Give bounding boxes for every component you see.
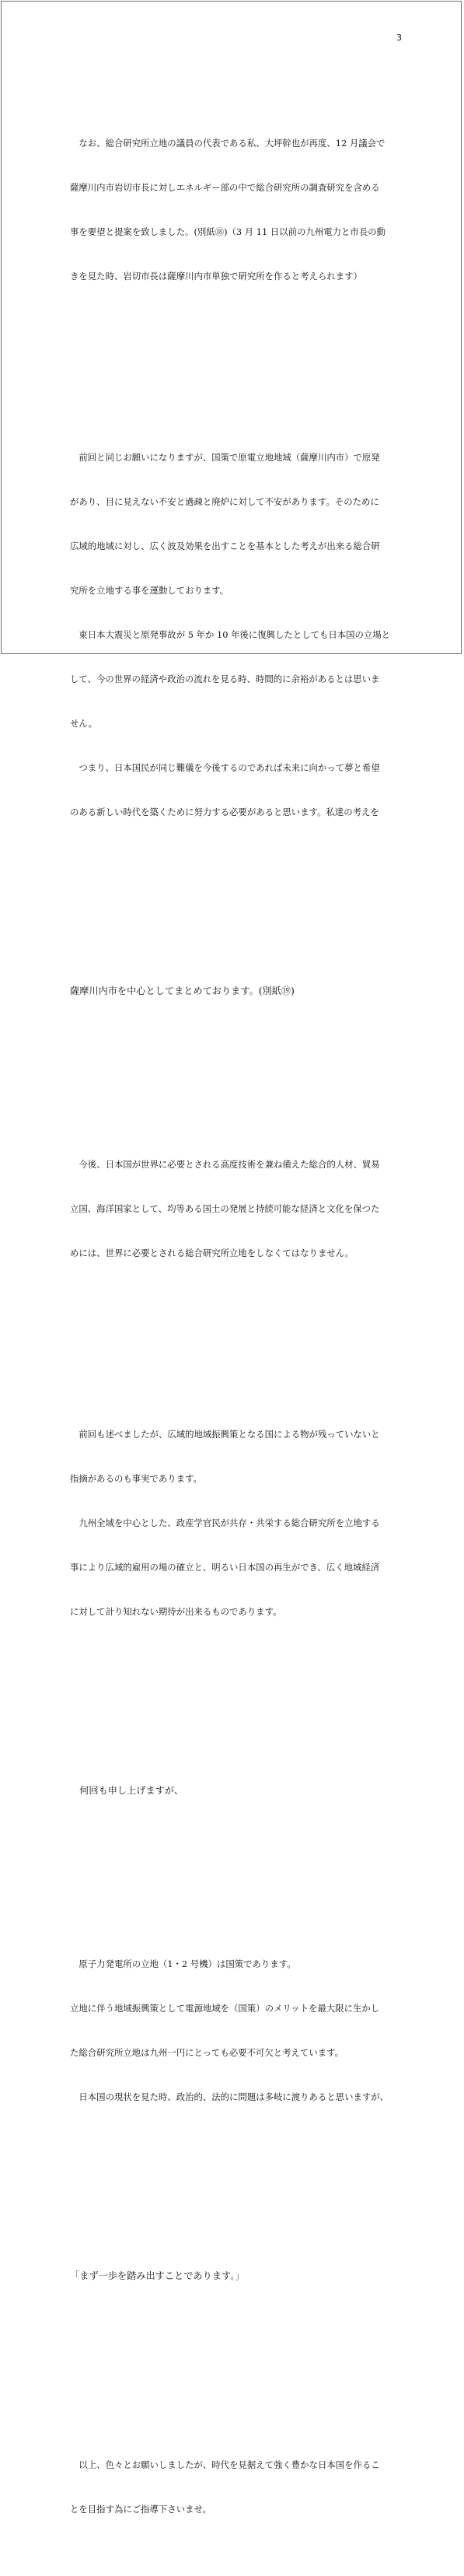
paragraph-gap — [70, 1874, 404, 1883]
paragraph-8 — [70, 2237, 404, 2315]
paragraph-line: 九州全域を中心とした、政産学官民が共存・共栄する総合研究所を立地する — [70, 1517, 380, 1528]
paragraph-7 — [70, 1927, 404, 2134]
paragraph-gap — [70, 894, 404, 908]
paragraph-line: きを見た時、岩切市長は薩摩川内市単独で研究所を作ると考えられます） — [70, 271, 362, 282]
paragraph-line: 原子力発電所の立地（1・2 号機）は国策であります。 — [70, 1958, 296, 1969]
paragraph-line: めには、世界に必要とされる総合研究所立地をしなくてはなりません。 — [70, 1248, 354, 1258]
paragraph-line: た総合研究所立地は九州一円にとっても必要不可欠と考えています。 — [70, 2047, 344, 2058]
paragraph-line: のある新しい時代を築くために努力する必要があると思います。私達の考えを — [70, 807, 379, 817]
document-body — [70, 77, 404, 2576]
paragraph-line: 立地に伴う地域振興策として電源地域を（国策）のメリットを最大限に生かし — [70, 2003, 380, 2014]
page-number: 3 — [396, 33, 402, 43]
paragraph-line: して、今の世界の経済や政治の流れを見る時、時間的に余裕があるとは思いま — [70, 674, 380, 684]
paragraph-line: 広域的地域に対し、広く波及効果を出すことを基本とした考えが出来る総合研 — [70, 541, 380, 551]
paragraph-line: 前回も述べましたが、広域的地域振興策となる国による物が残っていないと — [70, 1429, 380, 1440]
paragraph-9 — [70, 2428, 404, 2546]
paragraph-6 — [70, 1752, 404, 1829]
paragraph-1 — [70, 107, 404, 313]
paragraph-line: 何回も申し上げますが、 — [70, 1785, 184, 1796]
paragraph-gap — [70, 1335, 404, 1353]
paragraph-gap — [70, 1074, 404, 1083]
paragraph-line: 今後、日本国が世界に必要とされる高度技術を兼ね備えた総合的人材、貿易 — [70, 1159, 380, 1170]
paragraph-line: 薩摩川内市を中心としてまとめております。(別紙⑲) — [70, 985, 295, 996]
paragraph-line: 前回と同じお願いになりますが、国策で原電立地地域（薩摩川内市）で原発 — [70, 452, 380, 463]
paragraph-2 — [70, 421, 404, 849]
paragraph-line: があり、目に見えない不安と過疎と廃炉に対して不安があります。そのために — [70, 496, 379, 507]
paragraph-line: 日本国の現状を見た時、政治的、法的に問題は多岐に渡りあると思いますが、 — [70, 2091, 389, 2102]
paragraph-gap — [70, 2179, 404, 2193]
paragraph-line: なお、総合研究所立地の議員の代表である私、大坪幹也が再度、12 月議会で — [70, 138, 386, 149]
paragraph-4 — [70, 1128, 404, 1290]
paragraph-gap — [70, 358, 404, 376]
paragraph-line: 薩摩川内市岩切市長に対しエネルギー部の中で総合研究所の調査研究を含める — [70, 182, 380, 193]
paragraph-line: 究所を立地する事を運動しております。 — [70, 585, 229, 596]
paragraph-line: 立国、海洋国家として、均等ある国土の発展と持続可能な経済と文化を保つた — [70, 1203, 380, 1214]
paragraph-line: とを目指す為にご指導下さいませ。 — [70, 2504, 211, 2515]
paragraph-5 — [70, 1398, 404, 1649]
paragraph-line: 以上、色々とお願いしましたが、時代を見据えて強く豊かな日本国を作るこ — [70, 2459, 380, 2470]
paragraph-line: 東日本大震災と原発事故が 5 年か 10 年後に復興したとしても日本国の立場と — [70, 629, 391, 640]
document-page — [1, 1, 462, 2515]
paragraph-line: 事を要望と提案を致しました。(別紙⑱)（3 月 11 日以前の九州電力と市長の動 — [70, 226, 386, 237]
paragraph-line: 「まず一歩を踏み出すことであります。」 — [70, 2270, 245, 2281]
paragraph-line: に対して計り知れない期待が出来るものであります。 — [70, 1606, 282, 1617]
paragraph-line: 指摘があるのも事実であります。 — [70, 1473, 202, 1484]
paragraph-line: つまり、日本国民が同じ難儀を今後するのであれば未来に向かって夢と希望 — [70, 762, 380, 773]
paragraph-line: 事により広域的雇用の場の確立と、明るい日本国の再生ができ、広く地域経済 — [70, 1562, 380, 1573]
paragraph-3 — [70, 952, 404, 1030]
paragraph-line: せん。 — [70, 718, 97, 729]
paragraph-gap — [70, 1693, 404, 1707]
paragraph-gap — [70, 2359, 404, 2384]
